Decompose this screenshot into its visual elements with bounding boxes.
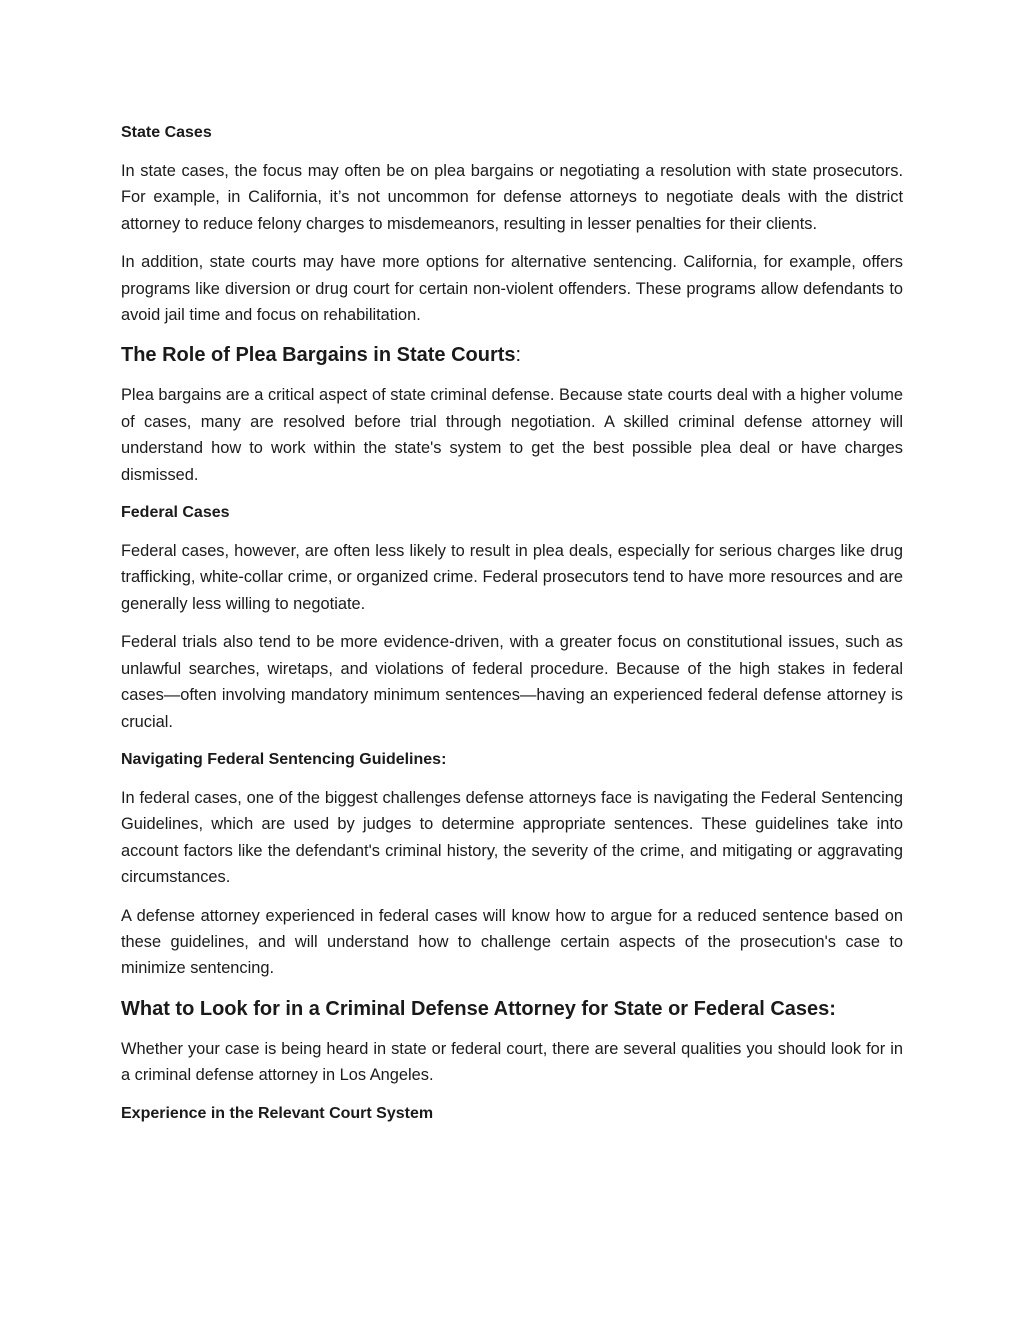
federal-cases-paragraph-1: Federal cases, however, are often less likely to result in plea deals, especially for serious charges like drug trafficking, white-collar crime, or organized crime. Federal prosecutors tend to have more resources and are generally less willing to negotiate. xyxy=(121,542,903,613)
state-cases-heading: State Cases xyxy=(121,124,212,141)
what-to-look-for-paragraph: Whether your case is being heard in state or federal court, there are several qualities you should look for in a criminal defense attorney in Los Angeles. xyxy=(121,1039,903,1085)
sentencing-guidelines-heading: Navigating Federal Sentencing Guidelines: xyxy=(121,750,447,768)
sentencing-guidelines-paragraph-2: A defense attorney experienced in federal cases will know how to argue for a reduced sentence based on these guidelines, and will understand how to challenge certain aspects of the prosecution's case to minimize sentencing. xyxy=(121,906,903,978)
experience-heading: Experience in the Relevant Court System xyxy=(121,1104,434,1122)
document-page xyxy=(121,120,903,1139)
state-cases-paragraph-2: In addition, state courts may have more options for alternative sentencing. California, for example, offers programs like diversion or drug court for certain non-violent offenders. These programs allow defendants to avoid jail time and focus on rehabilitation. xyxy=(121,253,903,325)
plea-bargains-heading xyxy=(121,340,903,370)
sentencing-guidelines-paragraph-1: In federal cases, one of the biggest challenges defense attorneys face is navigating the Federal Sentencing Guidelines, which are used by judges to determine appropriate sentences. These guidelines take into account factors like the defendant's criminal history, the severity of the crime, and mitigating or aggravating circumstances. xyxy=(121,788,903,887)
plea-bargains-heading-colon: : xyxy=(515,344,522,367)
federal-cases-paragraph-2: Federal trials also tend to be more evidence-driven, with a greater focus on constitutional issues, such as unlawful searches, wiretaps, and violations of federal procedure. Because of the high stakes in federal cases—often involving mandatory minimum sentences—having an experienced federal defense attorney is crucial. xyxy=(121,633,903,731)
plea-bargains-heading-text: The Role of Plea Bargains in State Courts xyxy=(121,344,516,367)
plea-bargains-paragraph: Plea bargains are a critical aspect of state criminal defense. Because state courts deal with a higher volume of cases, many are resolved before trial through negotiation. A skilled criminal defense attorney will understand how to work within the state's system to get the best possible plea deal or have charges dismissed. xyxy=(121,386,903,484)
state-cases-paragraph-1: In state cases, the focus may often be on plea bargains or negotiating a resolution with state prosecutors. For example, in California, it’s not uncommon for defense attorneys to negotiate deals with the district attorney to reduce felony charges to misdemeanors, resulting in lesser penalties for their clients. xyxy=(121,162,903,233)
federal-cases-heading: Federal Cases xyxy=(121,504,230,522)
what-to-look-for-heading: What to Look for in a Criminal Defense Attorney for State or Federal Cases: xyxy=(121,997,836,1020)
